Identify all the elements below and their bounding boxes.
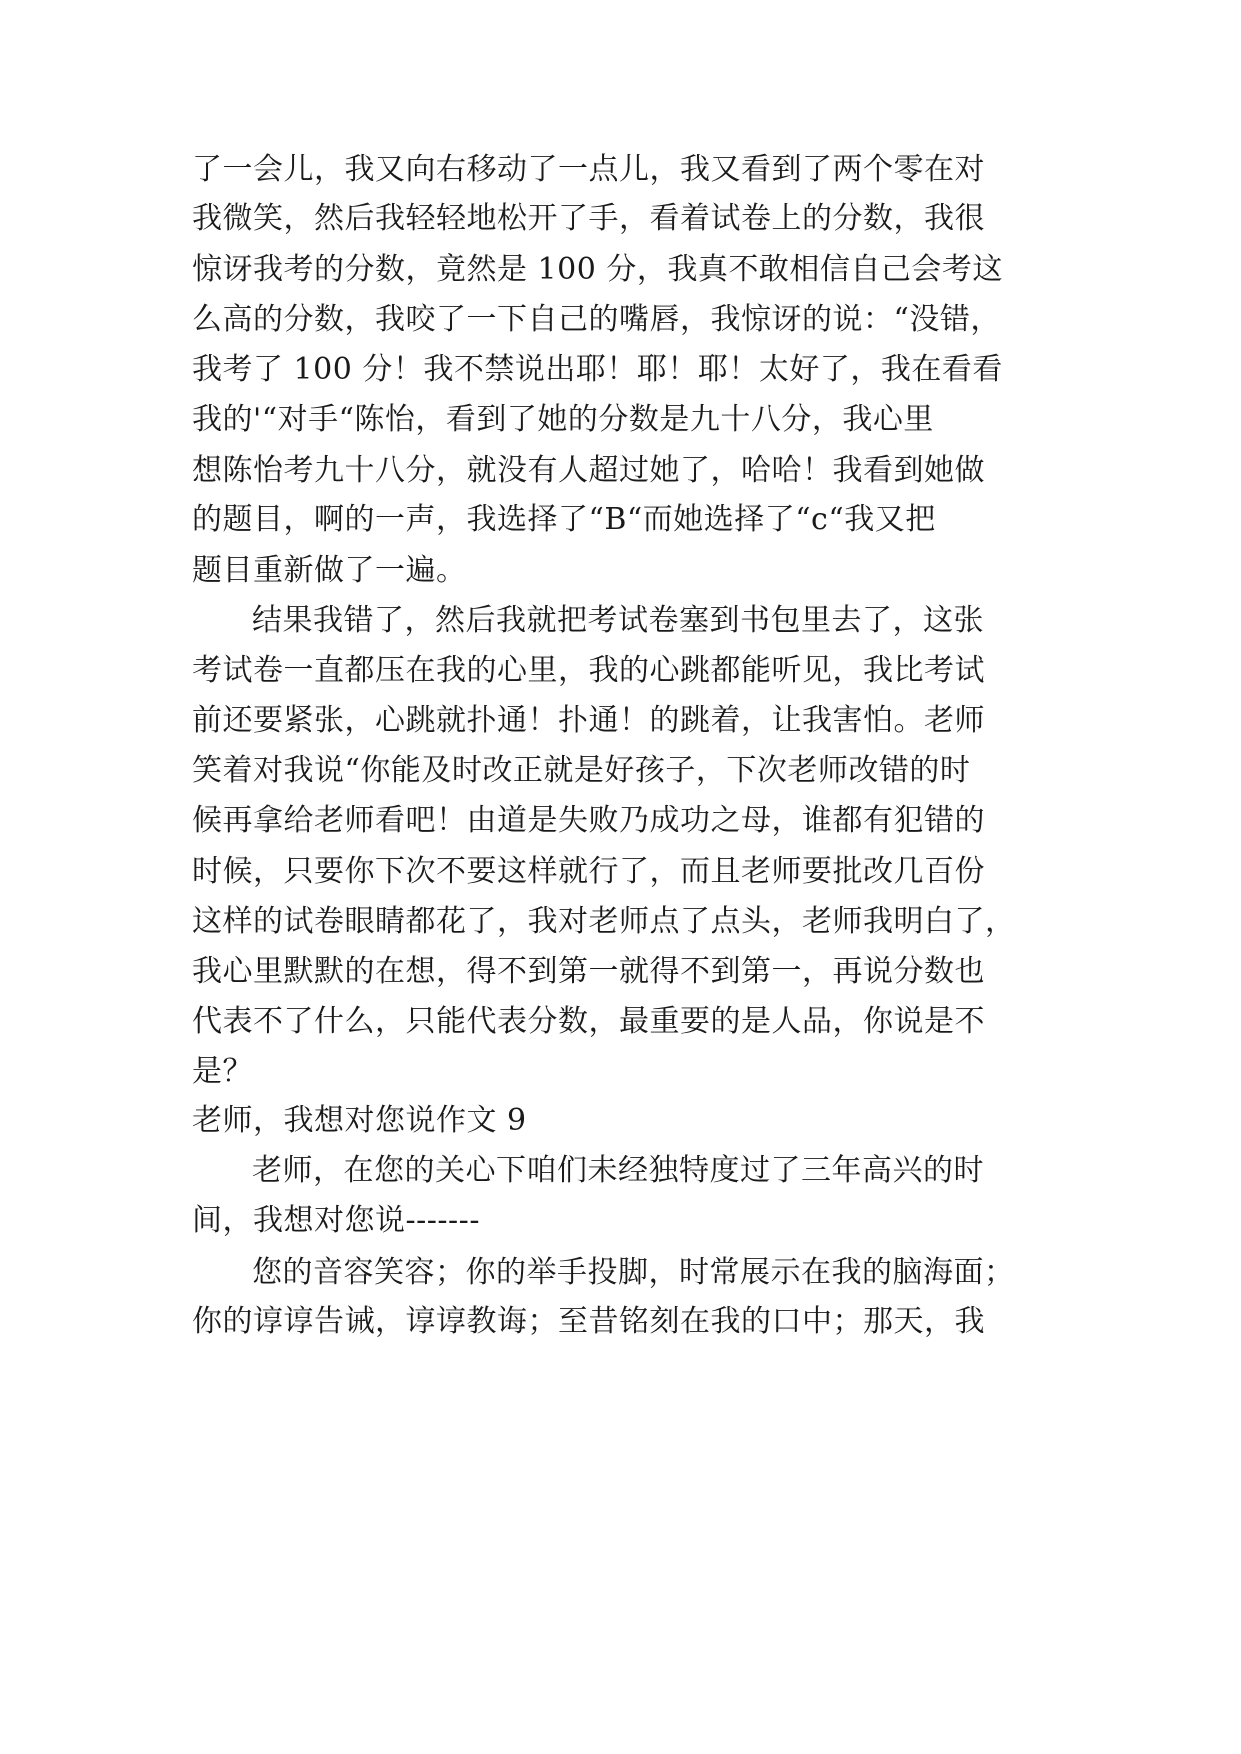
paragraph-start: 您的音容笑容；你的举手投脚，时常展示在我的脑海面； bbox=[252, 1255, 1015, 1290]
text-line: 惊讶我考的分数，竟然是 100 分，我真不敢相信自己会考这 bbox=[192, 252, 1003, 287]
text-line: 这样的试卷眼睛都花了，我对老师点了点头，老师我明白了， bbox=[192, 904, 1016, 939]
text-line: 题目重新做了一遍。 bbox=[192, 553, 467, 588]
text-line: 间，我想对您说------- bbox=[192, 1203, 480, 1238]
text-line: 么高的分数，我咬了一下自己的嘴唇，我惊讶的说：“没错， bbox=[192, 302, 1001, 337]
text-line: 笑着对我说“你能及时改正就是好孩子，下次老师改错的时 bbox=[192, 753, 971, 788]
text-line: 候再拿给老师看吧！由道是失败乃成功之母，谁都有犯错的 bbox=[192, 803, 985, 838]
text-line: 我心里默默的在想，得不到第一就得不到第一，再说分数也 bbox=[192, 954, 985, 989]
text-line: 是？ bbox=[192, 1054, 253, 1089]
text-line: 我的'“对手“陈怡，看到了她的分数是九十八分，我心里 bbox=[192, 402, 934, 437]
text-line: 前还要紧张，心跳就扑通！扑通！的跳着，让我害怕。老师 bbox=[192, 703, 985, 738]
text-line: 考试卷一直都压在我的心里，我的心跳都能听见，我比考试 bbox=[192, 653, 985, 688]
text-line: 的题目，啊的一声，我选择了“B“而她选择了“c“我又把 bbox=[192, 502, 936, 537]
text-line: 了一会儿，我又向右移动了一点儿，我又看到了两个零在对 bbox=[192, 152, 985, 187]
section-heading: 老师，我想对您说作文 9 bbox=[192, 1103, 527, 1138]
paragraph-start: 老师，在您的关心下咱们未经独特度过了三年高兴的时 bbox=[252, 1153, 984, 1188]
text-line: 我考了 100 分！我不禁说出耶！耶！耶！太好了，我在看看 bbox=[192, 352, 1003, 387]
paragraph-start: 结果我错了，然后我就把考试卷塞到书包里去了，这张 bbox=[252, 603, 984, 638]
text-line: 代表不了什么，只能代表分数，最重要的是人品，你说是不 bbox=[192, 1004, 985, 1039]
text-line: 你的谆谆告诫，谆谆教诲；至昔铭刻在我的口中；那天，我 bbox=[192, 1304, 985, 1339]
text-line: 时候，只要你下次不要这样就行了，而且老师要批改几百份 bbox=[192, 854, 985, 889]
text-line: 我微笑，然后我轻轻地松开了手，看着试卷上的分数，我很 bbox=[192, 201, 985, 236]
text-line: 想陈怡考九十八分，就没有人超过她了，哈哈！我看到她做 bbox=[192, 453, 985, 488]
